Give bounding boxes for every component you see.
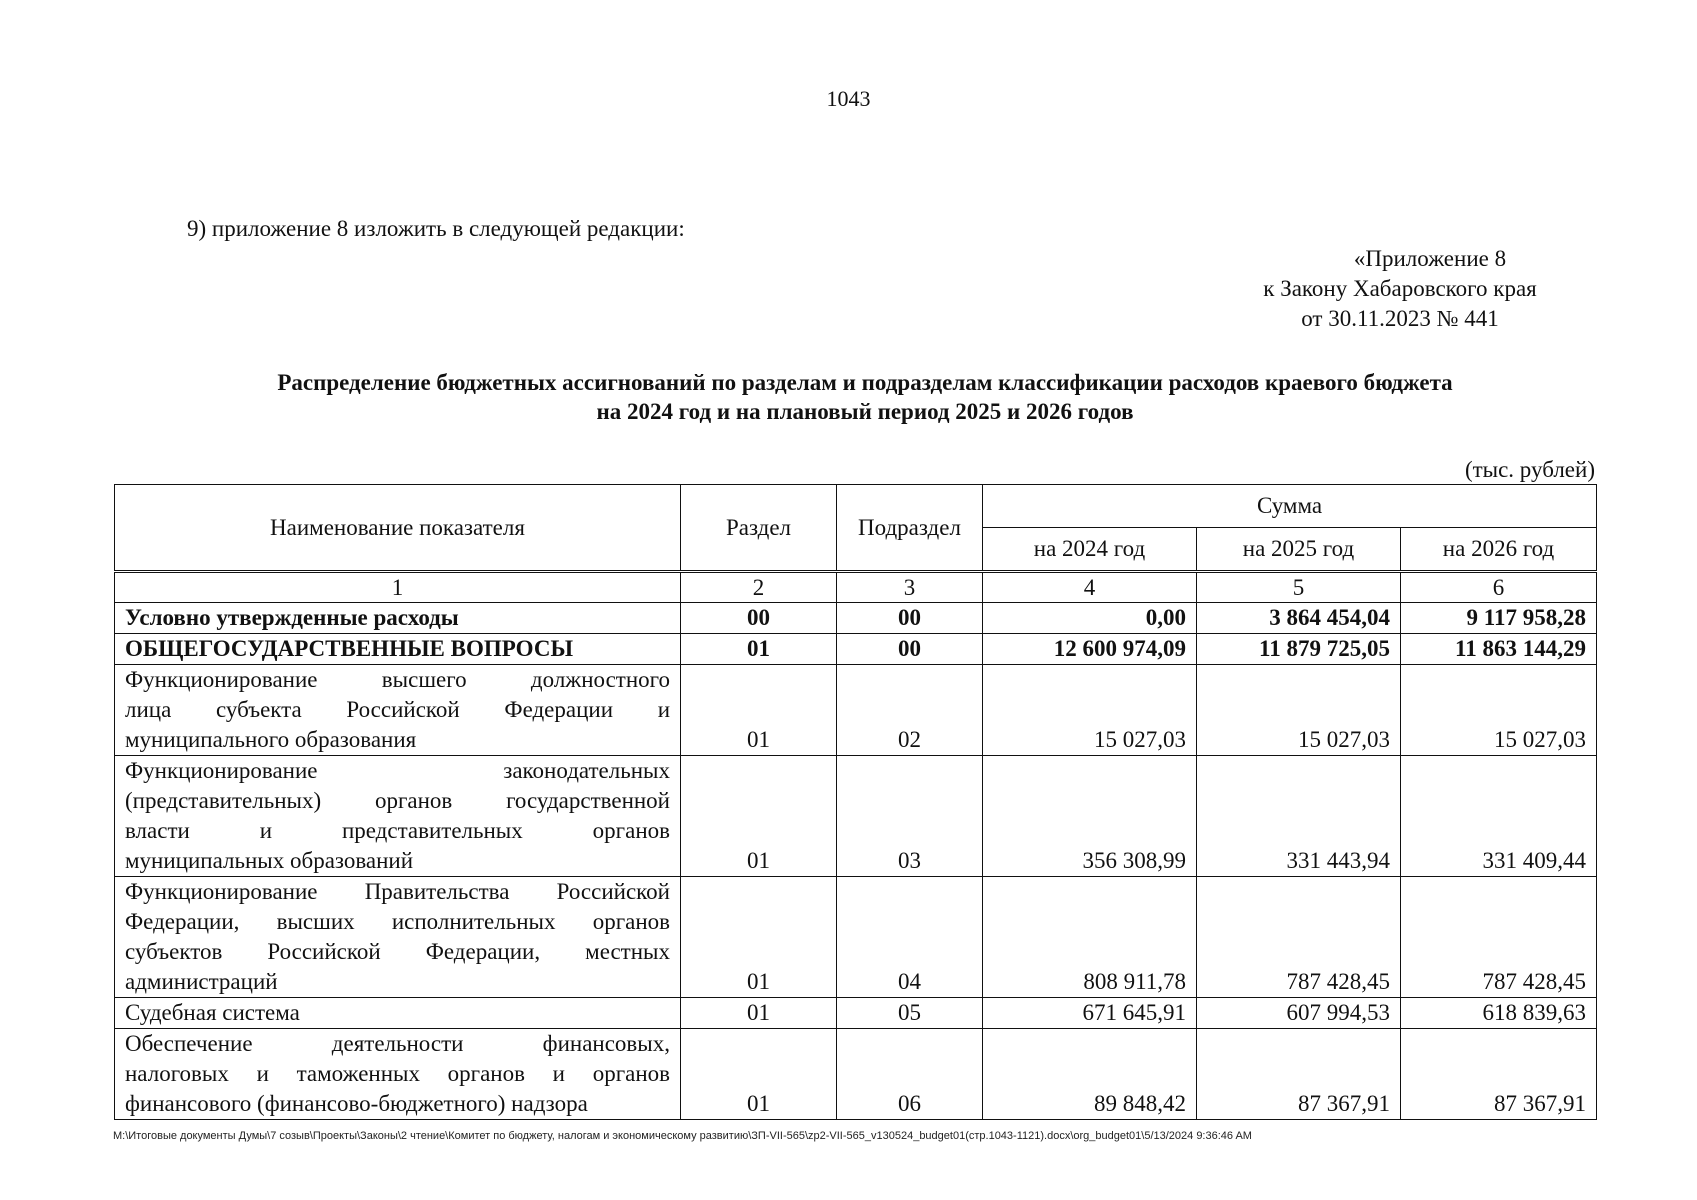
row-name-line: субъектов Российской Федерации, местных <box>125 939 670 964</box>
row-name-line: власти и представительных органов <box>125 818 670 843</box>
row-subsection: 03 <box>837 756 983 877</box>
row-name-line: Условно утвержденные расходы <box>125 605 459 630</box>
column-number: 2 <box>681 572 837 603</box>
row-name-line: Федерации, высших исполнительных органов <box>125 909 670 934</box>
row-2026: 15 027,03 <box>1401 665 1597 756</box>
row-section: 01 <box>681 665 837 756</box>
row-section: 01 <box>681 634 837 665</box>
header-2026: на 2026 год <box>1401 528 1597 572</box>
header-sum: Сумма <box>983 485 1597 528</box>
row-2025: 607 994,53 <box>1197 998 1401 1029</box>
row-name-line: Обеспечение деятельности финансовых, <box>125 1031 670 1056</box>
row-name-line: налоговых и таможенных органов и органов <box>125 1061 670 1086</box>
units-label: (тыс. рублей) <box>1464 457 1595 482</box>
row-section: 01 <box>681 877 837 998</box>
row-name-line: муниципального образования <box>125 727 417 752</box>
row-name-line: Судебная система <box>125 1000 300 1025</box>
appendix-line-3: от 30.11.2023 № 441 <box>1301 306 1499 331</box>
row-section: 01 <box>681 756 837 877</box>
row-2026: 787 428,45 <box>1401 877 1597 998</box>
column-number: 3 <box>837 572 983 603</box>
row-name-line: Функционирование высшего должностного <box>125 667 670 692</box>
table-row <box>115 603 1597 634</box>
table-row <box>115 998 1597 1029</box>
table-row <box>115 756 1597 877</box>
title-line-2: на 2024 год и на плановый период 2025 и 2026 годов <box>596 399 1134 424</box>
row-section: 01 <box>681 1029 837 1120</box>
row-2024: 356 308,99 <box>983 756 1197 877</box>
title-line-1: Распределение бюджетных ассигнований по разделам и подразделам классификации расходов краевого бюджета <box>277 370 1453 395</box>
row-subsection: 05 <box>837 998 983 1029</box>
row-name-line: муниципальных образований <box>125 848 414 873</box>
row-2026: 618 839,63 <box>1401 998 1597 1029</box>
header-2024: на 2024 год <box>983 528 1197 572</box>
row-2024: 15 027,03 <box>983 665 1197 756</box>
row-2024: 89 848,42 <box>983 1029 1197 1120</box>
budget-table <box>114 484 1597 1120</box>
row-2025: 15 027,03 <box>1197 665 1401 756</box>
file-path-footer: M:\Итоговые документы Думы\7 созыв\Проекты\Законы\2 чтение\Комитет по бюджету, налогам и экономическому развитию\ЗП-VII-565\zp2-VII-565_v130524_budget01(стр.1043-1121).docx\org_budget01\5/13/2024 9:36:46 AM <box>113 1130 1252 1142</box>
row-2025: 787 428,45 <box>1197 877 1401 998</box>
row-name <box>115 603 681 634</box>
row-section: 00 <box>681 603 837 634</box>
header-section: Раздел <box>681 485 837 572</box>
row-2025: 11 879 725,05 <box>1197 634 1401 665</box>
header-2025: на 2025 год <box>1197 528 1401 572</box>
row-2026: 331 409,44 <box>1401 756 1597 877</box>
row-name-line: (представительных) органов государственной <box>125 788 670 813</box>
column-number: 6 <box>1401 572 1597 603</box>
table-row <box>115 877 1597 998</box>
appendix-line-1: «Приложение 8 <box>1353 246 1507 271</box>
header-subsection: Подраздел <box>837 485 983 572</box>
header-name: Наименование показателя <box>115 485 681 572</box>
document-title <box>100 368 1630 426</box>
row-2025: 3 864 454,04 <box>1197 603 1401 634</box>
row-name <box>115 1029 681 1120</box>
intro-text: 9) приложение 8 изложить в следующей редакции: <box>187 216 685 241</box>
row-subsection: 00 <box>837 634 983 665</box>
row-section: 01 <box>681 998 837 1029</box>
column-number: 1 <box>115 572 681 603</box>
row-2025: 87 367,91 <box>1197 1029 1401 1120</box>
table-row <box>115 1029 1597 1120</box>
appendix-line-2: к Закону Хабаровского края <box>1263 276 1537 301</box>
row-name <box>115 756 681 877</box>
appendix-reference <box>1150 244 1650 334</box>
row-name <box>115 877 681 998</box>
row-2026: 9 117 958,28 <box>1401 603 1597 634</box>
row-subsection: 06 <box>837 1029 983 1120</box>
table-row <box>115 665 1597 756</box>
row-2024: 671 645,91 <box>983 998 1197 1029</box>
row-2024: 0,00 <box>983 603 1197 634</box>
table-row <box>115 634 1597 665</box>
column-number: 4 <box>983 572 1197 603</box>
row-name-line: Функционирование Правительства Российской <box>125 879 670 904</box>
row-name-line: администраций <box>125 969 278 994</box>
row-2026: 11 863 144,29 <box>1401 634 1597 665</box>
row-name <box>115 634 681 665</box>
row-2025: 331 443,94 <box>1197 756 1401 877</box>
row-name-line: лица субъекта Российской Федерации и <box>125 697 670 722</box>
row-name-line: ОБЩЕГОСУДАРСТВЕННЫЕ ВОПРОСЫ <box>125 636 574 661</box>
row-name <box>115 665 681 756</box>
row-name <box>115 998 681 1029</box>
row-name-line: финансового (финансово-бюджетного) надзора <box>125 1091 588 1116</box>
row-name-line: Функционирование законодательных <box>125 758 670 783</box>
row-subsection: 02 <box>837 665 983 756</box>
row-2024: 808 911,78 <box>983 877 1197 998</box>
row-2026: 87 367,91 <box>1401 1029 1597 1120</box>
page-number: 1043 <box>826 86 871 111</box>
column-number: 5 <box>1197 572 1401 603</box>
row-subsection: 00 <box>837 603 983 634</box>
row-2024: 12 600 974,09 <box>983 634 1197 665</box>
row-subsection: 04 <box>837 877 983 998</box>
